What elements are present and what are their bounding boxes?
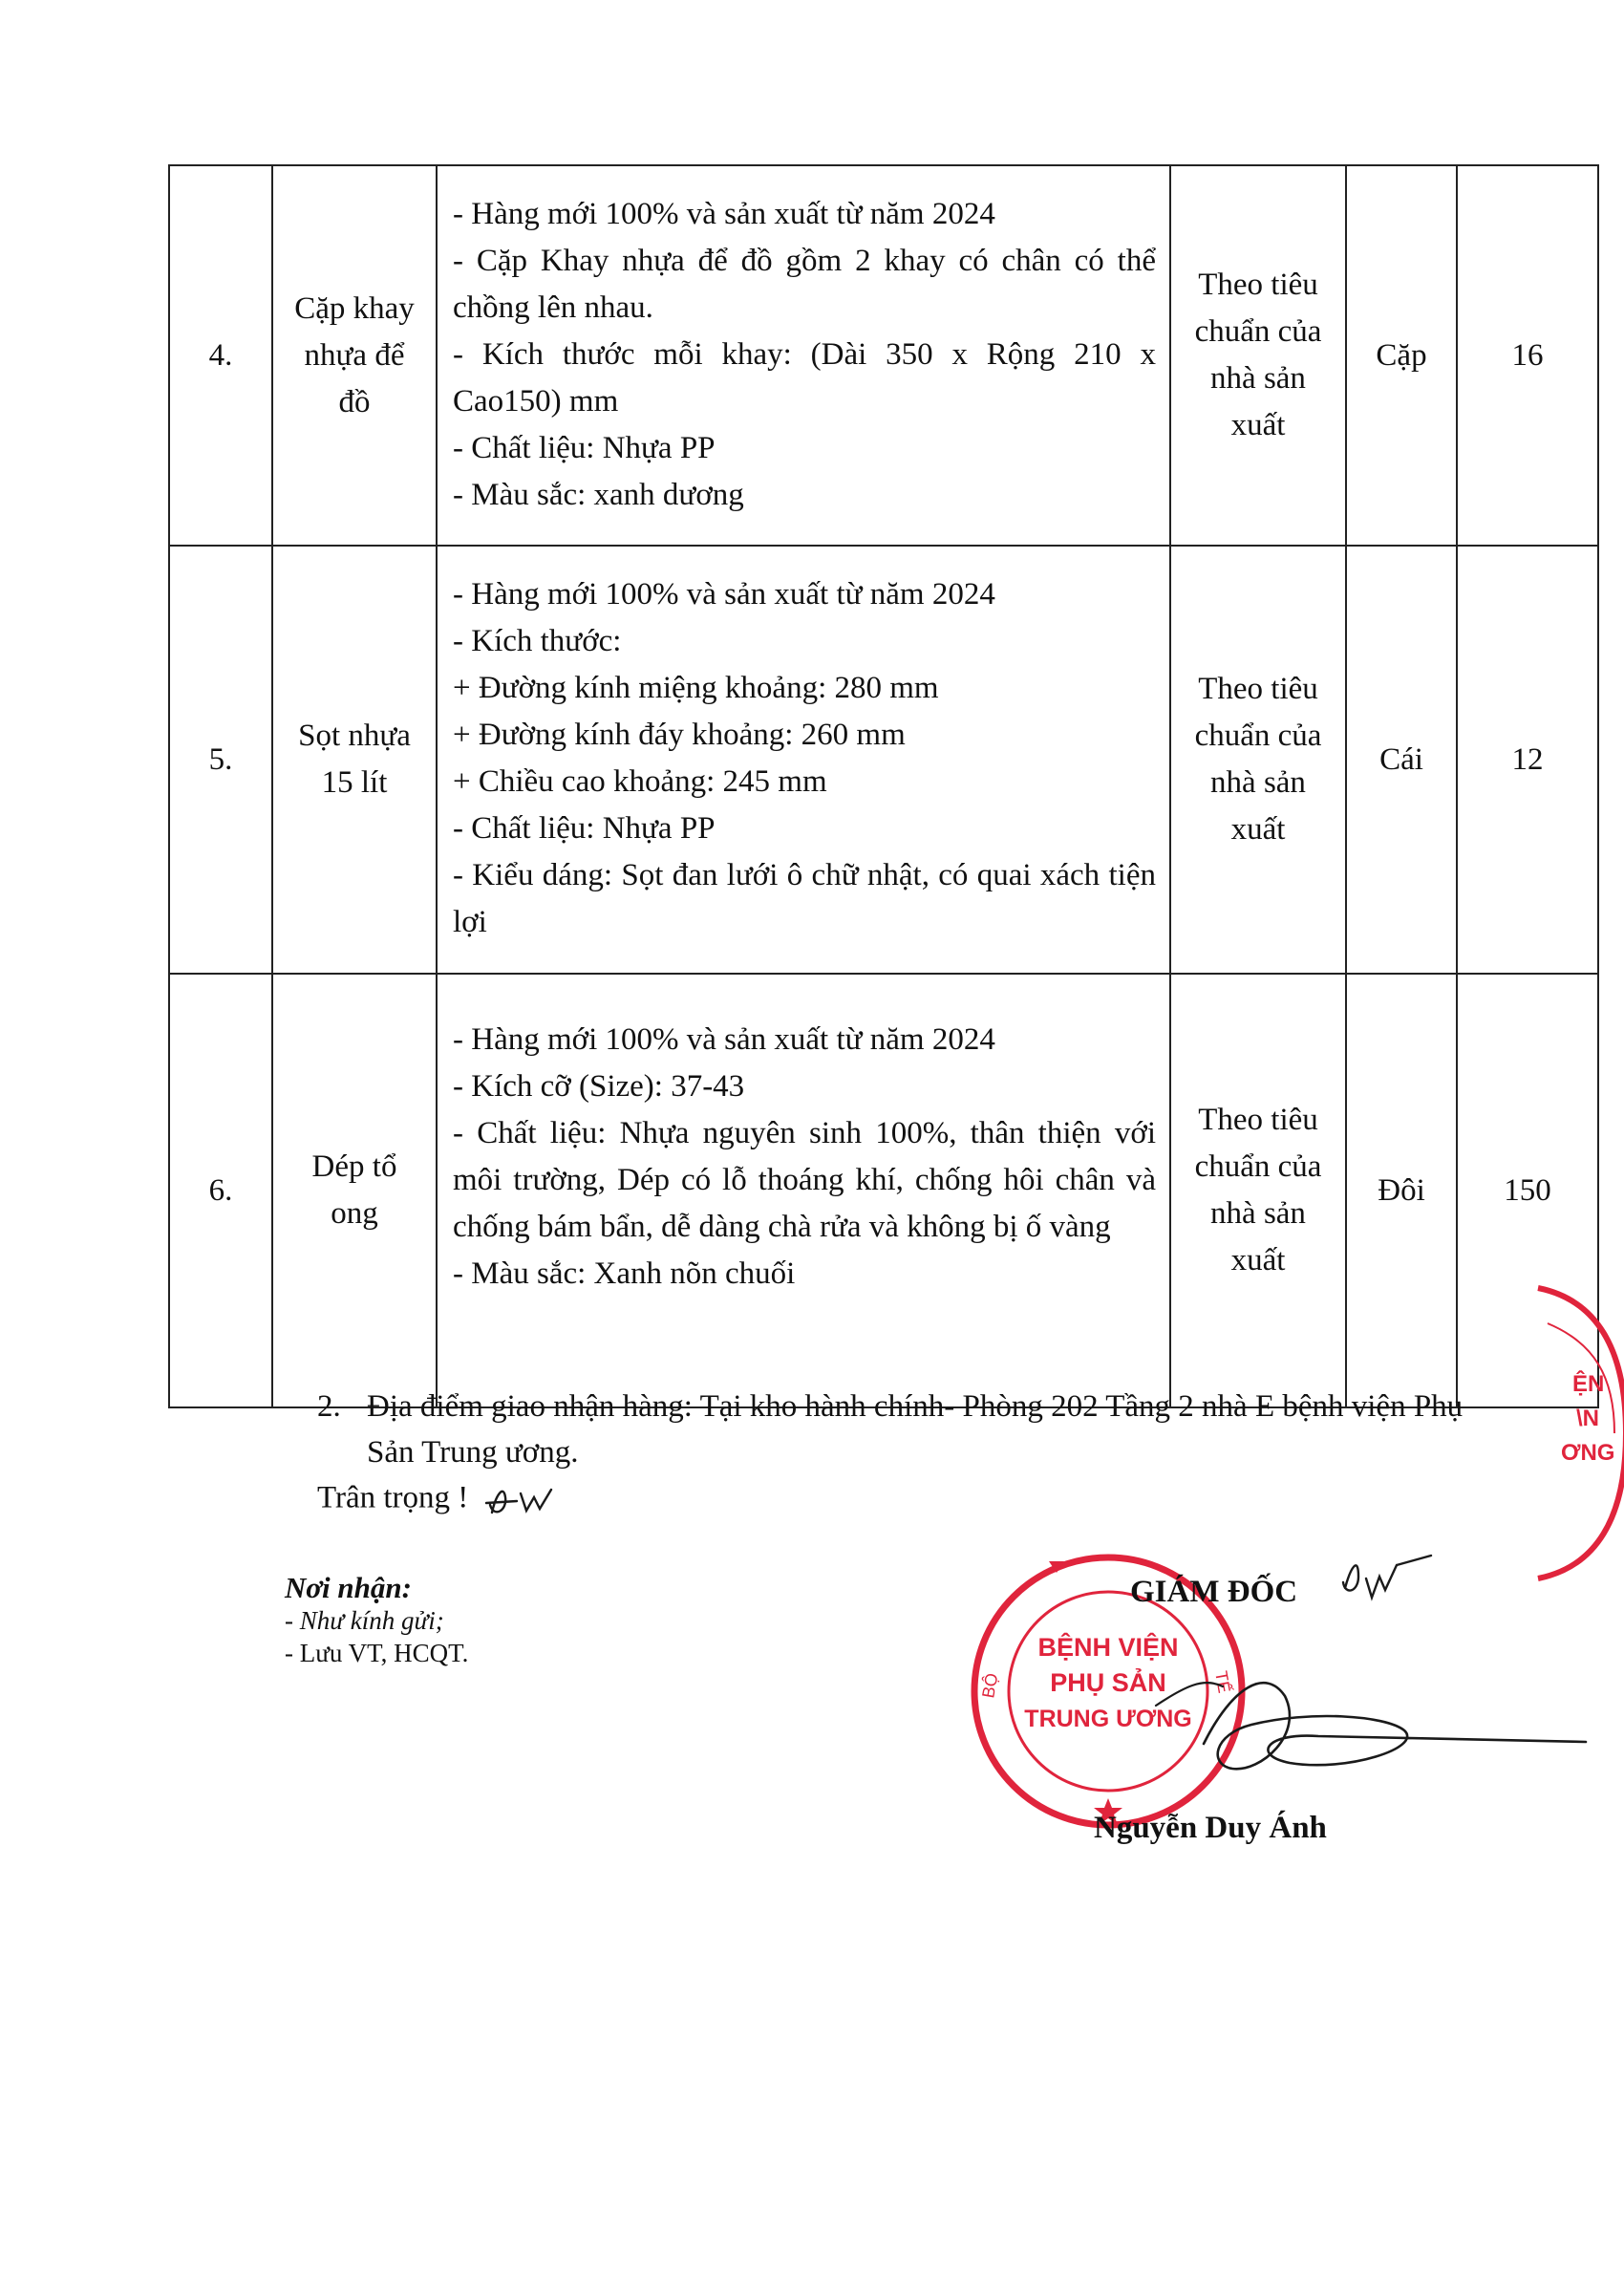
- spec-line: - Hàng mới 100% và sản xuất từ năm 2024: [453, 197, 995, 231]
- items-table: [168, 164, 1599, 1408]
- standard-line: chuẩn của: [1194, 719, 1322, 753]
- item-name-line: Dép tổ: [311, 1149, 397, 1184]
- spec-line: + Đường kính miệng khoảng: 280 mm: [453, 671, 939, 705]
- director-title: GIÁM ĐỐC: [1130, 1575, 1298, 1609]
- item-name-line: Cặp khay: [294, 290, 415, 326]
- closing-text: Trân trọng !: [317, 1480, 469, 1515]
- initials-signature-icon: [482, 1476, 568, 1524]
- item-standard: [1170, 974, 1346, 1407]
- item-name: [272, 974, 437, 1407]
- delivery-location: [317, 1384, 1464, 1475]
- spec-line: + Đường kính đáy khoảng: 260 mm: [453, 718, 906, 752]
- item-name-line: nhựa để: [304, 337, 405, 373]
- item-name-line: 15 lít: [321, 765, 388, 800]
- item-unit: Đôi: [1346, 974, 1457, 1407]
- spec-line: - Kích cỡ (Size): 37-43: [453, 1069, 745, 1104]
- spec-line: - Kích thước mỗi khay: (Dài 350 x Rộng 210 x Cao150) mm: [453, 337, 1156, 419]
- standard-line: chuẩn của: [1194, 1149, 1322, 1184]
- item-standard: [1170, 546, 1346, 974]
- item-name-line: Sọt nhựa: [298, 719, 411, 753]
- delivery-text: Địa điểm giao nhận hàng: Tại kho hành chính- Phòng 202 Tầng 2 nhà E bệnh viện Phụ Sản Trung ương.: [367, 1389, 1464, 1470]
- spec-line: - Màu sắc: xanh dương: [453, 478, 744, 512]
- item-standard: [1170, 165, 1346, 546]
- stamp-line: PHỤ SẢN: [1050, 1668, 1166, 1697]
- spec-line: + Chiều cao khoảng: 245 mm: [453, 764, 827, 799]
- item-name-line: đồ: [338, 384, 371, 419]
- partial-stamp-line: \N: [1576, 1406, 1599, 1431]
- item-name: [272, 546, 437, 974]
- recipient-item: - Lưu VT, HCQT.: [285, 1639, 469, 1667]
- standard-line: xuất: [1230, 1243, 1286, 1278]
- stamp-ring-text: BỘ: [978, 1671, 1002, 1700]
- item-quantity: 12: [1457, 546, 1598, 974]
- partial-stamp-icon: [1519, 1280, 1624, 1586]
- spec-line: - Hàng mới 100% và sản xuất từ năm 2024: [453, 577, 995, 612]
- item-unit: Cặp: [1346, 165, 1457, 546]
- item-quantity: 16: [1457, 165, 1598, 546]
- recipients-title: Nơi nhận:: [285, 1571, 412, 1604]
- closing-line: [317, 1476, 568, 1524]
- spec-line: - Chất liệu: Nhựa PP: [453, 431, 716, 465]
- table-row: [169, 974, 1598, 1407]
- standard-line: nhà sản: [1210, 361, 1306, 396]
- director-signature-icon: [1099, 1543, 1595, 1820]
- item-unit: Cái: [1346, 546, 1457, 974]
- table-row: [169, 546, 1598, 974]
- standard-line: xuất: [1230, 812, 1286, 847]
- item-spec: [437, 165, 1170, 546]
- spec-line: - Cặp Khay nhựa để đồ gồm 2 khay có chân có thể chồng lên nhau.: [453, 244, 1156, 325]
- spec-line: - Hàng mới 100% và sản xuất từ năm 2024: [453, 1022, 995, 1057]
- table-row: [169, 165, 1598, 546]
- spec-line: - Chất liệu: Nhựa nguyên sinh 100%, thân thiện với môi trường, Dép có lỗ thoáng khí, chống hôi chân và chống bám bẩn, dễ dàng chà rửa và không bị ố vàng: [453, 1116, 1156, 1244]
- item-name: [272, 165, 437, 546]
- standard-line: Theo tiêu: [1198, 1103, 1318, 1137]
- spec-line: - Màu sắc: Xanh nõn chuối: [453, 1256, 796, 1291]
- recipients-block: [285, 1572, 468, 1669]
- spec-line: - Kích thước:: [453, 624, 622, 658]
- recipient-item: - Như kính gửi;: [285, 1606, 444, 1635]
- standard-line: Theo tiêu: [1198, 672, 1318, 706]
- standard-line: chuẩn của: [1194, 314, 1322, 349]
- item-number: 5.: [169, 546, 272, 974]
- standard-line: xuất: [1230, 408, 1286, 442]
- item-number: 6.: [169, 974, 272, 1407]
- item-spec: [437, 546, 1170, 974]
- spec-line: - Kiểu dáng: Sọt đan lưới ô chữ nhật, có quai xách tiện lợi: [453, 858, 1156, 939]
- item-spec: [437, 974, 1170, 1407]
- partial-stamp-line: ƠNG: [1561, 1440, 1615, 1466]
- delivery-number: 2.: [317, 1389, 341, 1424]
- stamp-ring-text: TẾ: [1211, 1669, 1234, 1695]
- standard-line: nhà sản: [1210, 765, 1306, 800]
- stamp-line: BỆNH VIỆN: [1037, 1633, 1179, 1662]
- spec-line: - Chất liệu: Nhựa PP: [453, 811, 716, 846]
- standard-line: Theo tiêu: [1198, 268, 1318, 302]
- signer-name: Nguyễn Duy Ánh: [1094, 1811, 1327, 1845]
- item-number: 4.: [169, 165, 272, 546]
- standard-line: nhà sản: [1210, 1196, 1306, 1231]
- item-quantity: 150: [1457, 974, 1598, 1407]
- partial-stamp-line: ỆN: [1572, 1371, 1605, 1397]
- stamp-line: TRUNG ƯƠNG: [1024, 1706, 1192, 1732]
- item-name-line: ong: [331, 1196, 378, 1231]
